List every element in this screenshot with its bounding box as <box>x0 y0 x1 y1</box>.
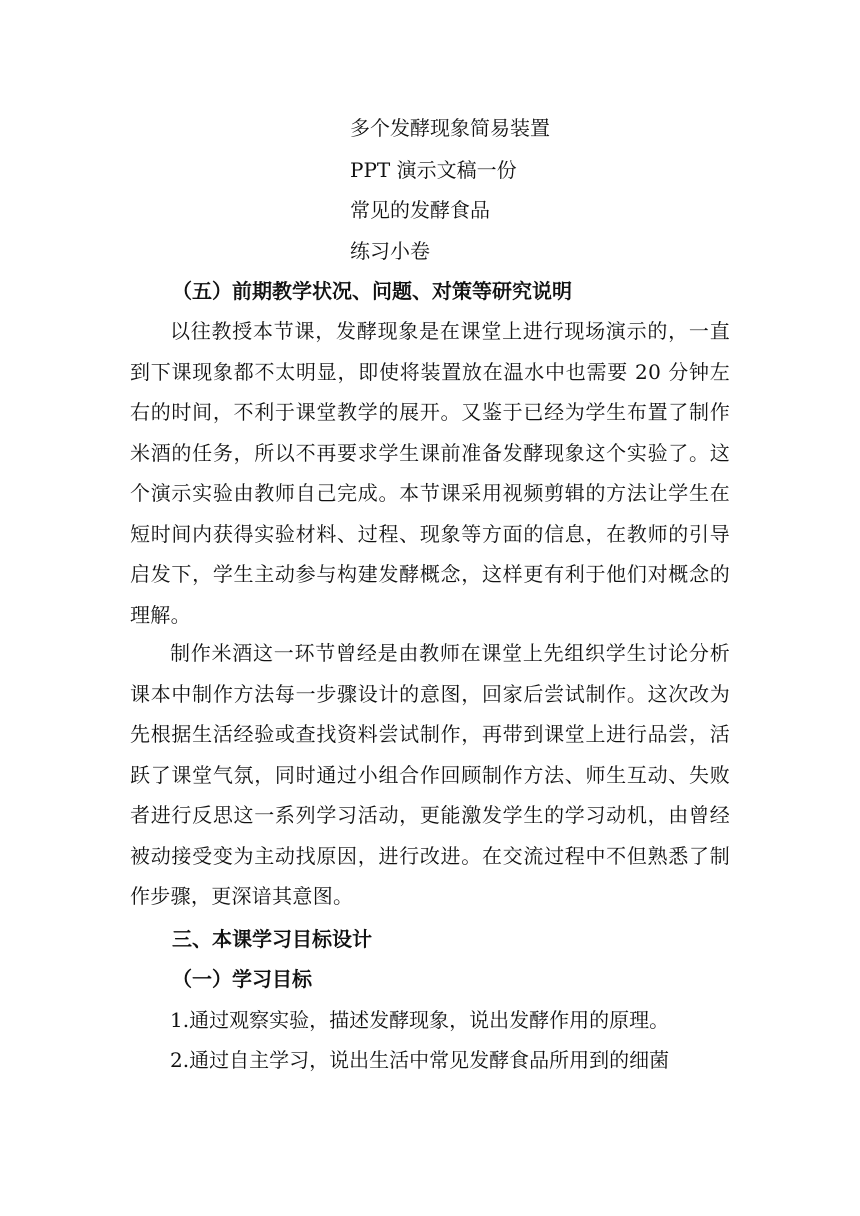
material-item-fermented-foods: 常见的发酵食品 <box>350 198 490 222</box>
paragraph-prior-teaching-2: 制作米酒这一环节曾经是由教师在课堂上先组织学生讨论分析课本中制作方法每一步骤设计的意图，回家后尝试制作。这次改为先根据生活经验或查找资料尝试制作，再带到课堂上进行品尝，活跃了课堂气氛，同时通过小组合作回顾制作方法、师生互动、失败者进行反思这一系列学习活动，更能激发学生的学习动机，由曾经被动接受变为主动找原因，进行改进。在交流过程中不但熟悉了制作步骤，更深谙其意图。 <box>130 641 730 908</box>
subheading-learning-goals: （一）学习目标 <box>172 967 312 991</box>
section-heading-prior-teaching: （五）前期教学状况、问题、对策等研究说明 <box>172 279 572 303</box>
section-heading-learning-goals-design: 三、本课学习目标设计 <box>172 927 372 951</box>
learning-goal-item: 1.通过观察实验，描述发酵现象，说出发酵作用的原理。 <box>170 1008 670 1032</box>
material-item-ppt: PPT 演示文稿一份 <box>350 158 517 182</box>
paragraph-prior-teaching-1: 以往教授本节课，发酵现象是在课堂上进行现场演示的，一直到下课现象都不太明显，即使将装置放在温水中也需要 20 分钟左右的时间，不利于课堂教学的展开。又鉴于已经为学生布置了制作米酒的任务，所以不再要求学生课前准备发酵现象这个实验了。这个演示实验由教师自己完成。本节课采用视频剪辑的方法让学生在短时间内获得实验材料、过程、现象等方面的信息，在教师的引导启发下，学生主动参与构建发酵概念，这样更有利于他们对概念的理解。 <box>130 319 730 627</box>
learning-goal-item: 2.通过自主学习，说出生活中常见发酵食品所用到的细菌 <box>170 1048 670 1072</box>
material-item-exercise-sheet: 练习小卷 <box>350 239 430 263</box>
material-item-fermentation-devices: 多个发酵现象简易装置 <box>350 116 550 140</box>
